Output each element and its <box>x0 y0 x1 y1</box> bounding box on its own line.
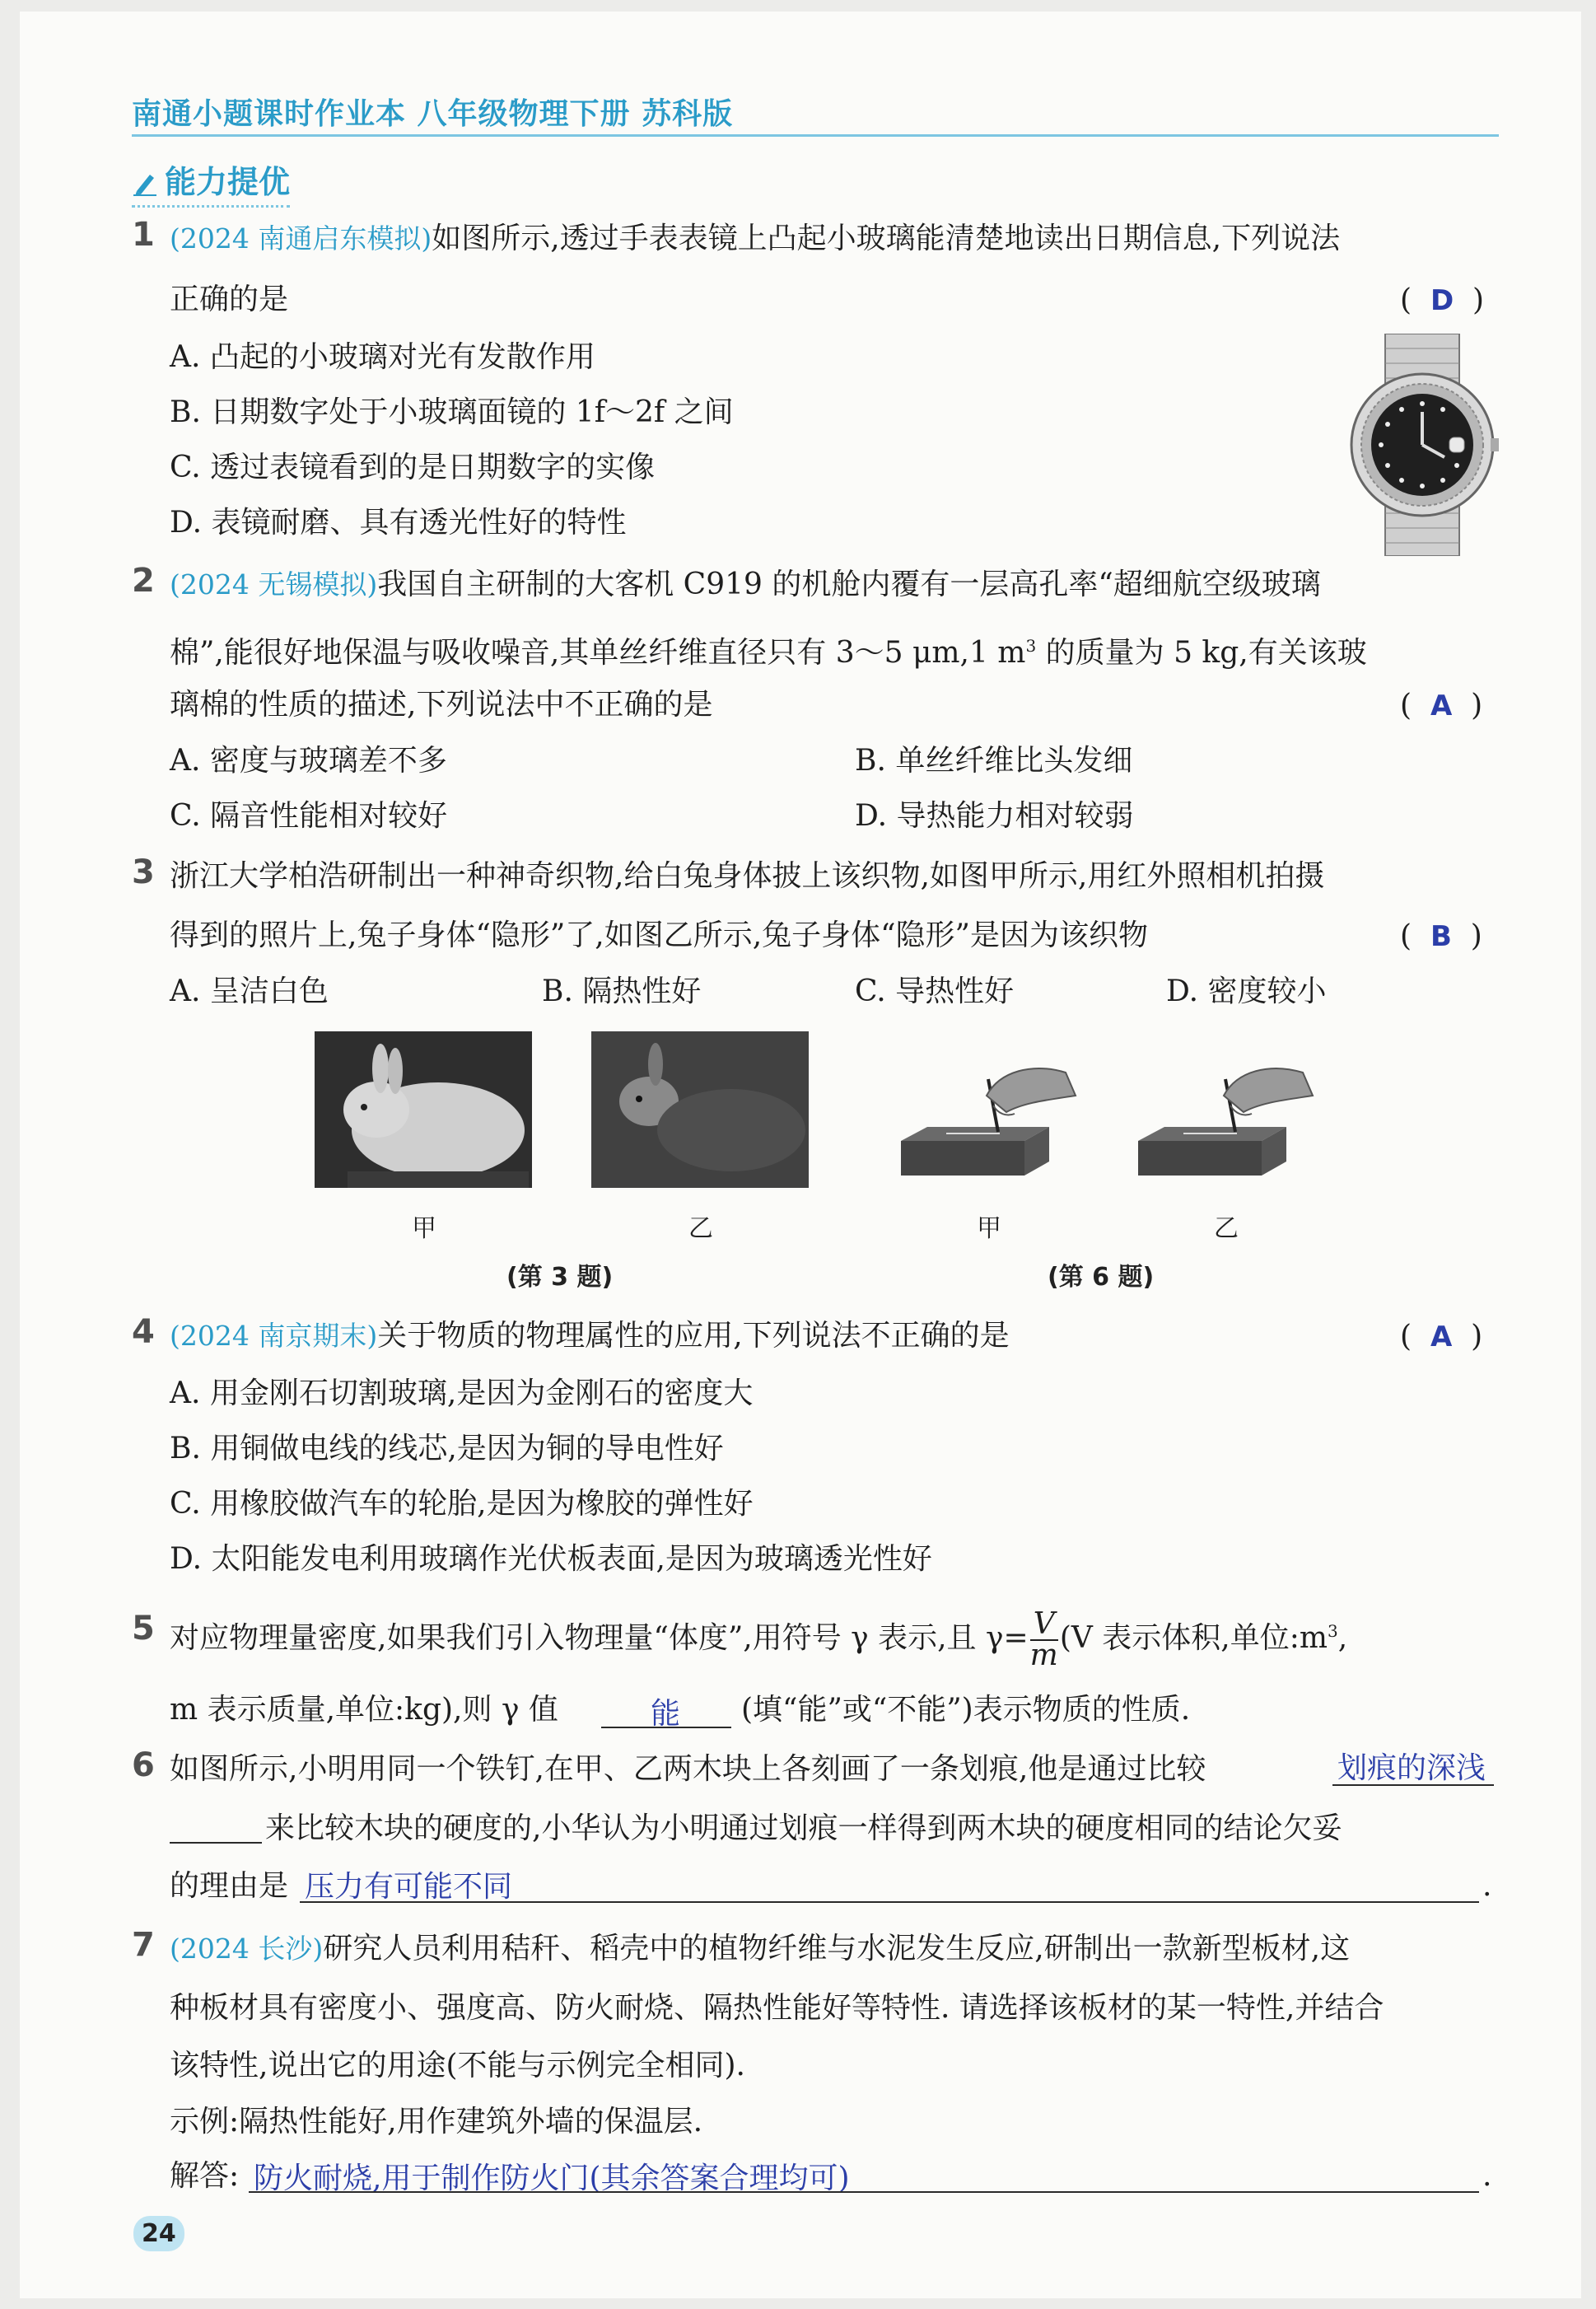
q1-answer-bracket: ( D ) <box>1400 283 1485 317</box>
figure-label: 乙 <box>1214 1214 1239 1243</box>
q3-answer-bracket: ( B ) <box>1400 919 1482 953</box>
q3-option-d: D. 密度较小 <box>1166 975 1327 1008</box>
q6-stem-line2: 来比较木块的硬度的,小华认为小明通过划痕一样得到两木块的硬度相同的结论欠妥 <box>265 1811 1342 1845</box>
page-number: 24 <box>133 2216 184 2251</box>
wristwatch-image <box>1344 334 1500 556</box>
q1-option-b: B. 日期数字处于小玻璃面镜的 1f～2f 之间 <box>170 395 734 429</box>
question-number: 5 <box>132 1610 155 1648</box>
q5-stem-line2b: (填“能”或“不能”)表示物质的性质. <box>741 1693 1191 1727</box>
q7-end: . <box>1482 2159 1492 2193</box>
q1-stem-line2: 正确的是 <box>170 283 289 316</box>
question-number: 4 <box>132 1313 155 1351</box>
q4-stem: (2024 南京期末)关于物质的物理属性的应用,下列说法不正确的是 <box>170 1319 1010 1353</box>
figure-label: 乙 <box>688 1214 713 1243</box>
q3-stem-line2: 得到的照片上,兔子身体“隐形”了,如图乙所示,兔子身体“隐形”是因为该织物 <box>170 918 1148 952</box>
q2-stem-line2: 棉”,能很好地保温与吸收噪音,其单丝纤维直径只有 3～5 μm,1 $m^3$ 的质量为 5 kg,有关该玻 <box>170 636 1367 670</box>
q2-stem-line3: 璃棉的性质的描述,下列说法中不正确的是 <box>170 688 713 722</box>
q1-option-c: C. 透过表镜看到的是日期数字的实像 <box>170 451 656 484</box>
question-number: 3 <box>132 853 155 891</box>
running-header: 南通小题课时作业本 八年级物理下册 苏科版 <box>132 97 734 131</box>
q6-answer2-blank <box>300 1901 1479 1903</box>
q4-answer-bracket: ( A ) <box>1400 1320 1483 1353</box>
q6-stem-line3: 的理由是 <box>170 1869 289 1903</box>
section-title <box>132 157 290 208</box>
q3-option-c: C. 导热性好 <box>855 975 1015 1008</box>
q2-option-c: C. 隔音性能相对较好 <box>170 799 448 833</box>
wood-block-scratch-jia <box>901 1063 1079 1186</box>
q7-stem-line1: (2024 长沙)研究人员利用秸秆、稻壳中的植物纤维与水泥发生反应,研制出一款新型板材,这 <box>170 1932 1351 1965</box>
q7-answer-label: 解答: <box>170 2159 240 2193</box>
figure-label: 甲 <box>412 1214 436 1243</box>
wood-block-scratch-yi <box>1138 1063 1316 1186</box>
figure-caption: (第 3 题) <box>506 1263 614 1292</box>
question-number: 1 <box>132 216 155 254</box>
q5-answer-blank <box>601 1727 731 1728</box>
q4-option-b: B. 用铜做电线的线芯,是因为铜的导电性好 <box>170 1432 724 1465</box>
q1-source: (2024 南通启东模拟) <box>170 222 432 255</box>
q3-option-b: B. 隔热性好 <box>542 975 702 1008</box>
figure-caption: (第 6 题) <box>1048 1263 1155 1292</box>
q6-end: . <box>1482 1869 1492 1903</box>
q5-fraction: $\frac{V}{m}$ <box>1029 1607 1058 1672</box>
q2-option-d: D. 导热能力相对较弱 <box>855 799 1134 833</box>
q2-option-a: A. 密度与玻璃差不多 <box>170 744 447 778</box>
q7-stem-line2: 种板材具有密度小、强度高、防火耐烧、隔热性能好等特性. 请选择该板材的某一特性,并结合 <box>170 1991 1384 2025</box>
q1-stem-line1: (2024 南通启东模拟)如图所示,透过手表表镜上凸起小玻璃能清楚地读出日期信息,下列说法 <box>170 222 1341 255</box>
q2-option-b: B. 单丝纤维比头发细 <box>855 744 1133 778</box>
q4-option-a: A. 用金刚石切割玻璃,是因为金刚石的密度大 <box>170 1377 754 1410</box>
q5-answer[interactable]: 能 <box>651 1697 681 1731</box>
q7-answer-blank <box>249 2191 1479 2193</box>
q4-source: (2024 南京期末) <box>170 1320 378 1352</box>
question-number: 6 <box>132 1746 155 1784</box>
q7-stem-line3: 该特性,说出它的用途(不能与示例完全相同). <box>170 2049 745 2082</box>
q4-option-c: C. 用橡胶做汽车的轮胎,是因为橡胶的弹性好 <box>170 1487 754 1521</box>
q1-option-d: D. 表镜耐磨、具有透光性好的特性 <box>170 506 627 540</box>
q6-answer2[interactable]: 压力有可能不同 <box>305 1870 513 1904</box>
question-number: 2 <box>132 562 155 600</box>
section-title-text: 能力提优 <box>165 164 291 200</box>
header-rule <box>132 134 1499 137</box>
q6-stem-line1: 如图所示,小明用同一个铁钉,在甲、乙两木块上各刻画了一条划痕,他是通过比较 <box>170 1752 1206 1786</box>
pencil-icon <box>132 168 160 196</box>
q4-option-d: D. 太阳能发电利用玻璃作光伏板表面,是因为玻璃透光性好 <box>170 1542 932 1576</box>
q2-answer-bracket: ( A ) <box>1400 689 1483 722</box>
q4-answer: A <box>1430 1320 1453 1353</box>
rabbit-photo-yi <box>591 1031 809 1188</box>
q6-answer1-blank <box>1332 1784 1494 1786</box>
q7-example: 示例:隔热性能好,用作建筑外墙的保温层. <box>170 2105 703 2138</box>
q6-answer1[interactable]: 划痕的深浅 <box>1337 1751 1486 1785</box>
q6-answer1-blank-cont <box>170 1842 262 1844</box>
rabbit-photo-jia <box>315 1031 532 1188</box>
q5-stem-line2a: m 表示质量,单位:kg),则 γ 值 <box>170 1693 558 1727</box>
q7-answer[interactable]: 防火耐烧,用于制作防火门(其余答案合理均可) <box>254 2162 850 2195</box>
q5-stem-line1: 对应物理量密度,如果我们引入物理量“体度”,用符号 γ 表示,且 γ= $\frac{V}{m}$ (V 表示体积,单位$:m^3$, <box>170 1607 1348 1672</box>
figure-label: 甲 <box>977 1214 1001 1243</box>
q7-source: (2024 长沙) <box>170 1933 324 1965</box>
q1-answer: D <box>1430 284 1454 317</box>
q3-stem-line1: 浙江大学柏浩研制出一种神奇织物,给白兔身体披上该织物,如图甲所示,用红外照相机拍摄 <box>170 859 1325 893</box>
q3-answer: B <box>1430 920 1452 953</box>
q2-answer: A <box>1430 689 1453 722</box>
q2-source: (2024 无锡模拟) <box>170 568 378 601</box>
question-number: 7 <box>132 1926 155 1964</box>
q1-option-a: A. 凸起的小玻璃对光有发散作用 <box>170 340 595 374</box>
q2-stem-line1: (2024 无锡模拟)我国自主研制的大客机 C919 的机舱内覆有一层高孔率“超细航空级玻璃 <box>170 568 1321 601</box>
q3-option-a: A. 呈洁白色 <box>170 975 329 1008</box>
